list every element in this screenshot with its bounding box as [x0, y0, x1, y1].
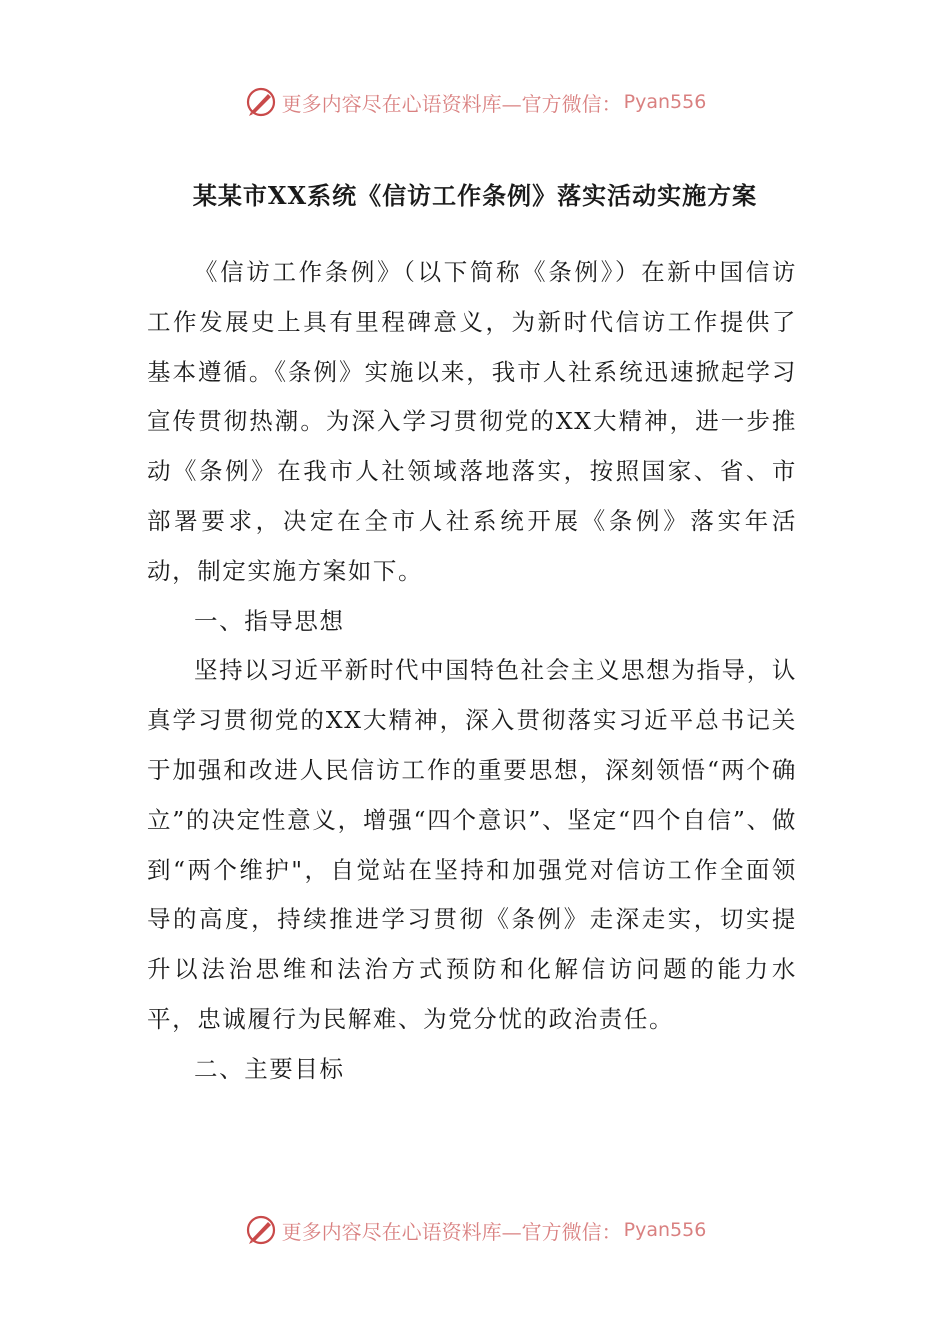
document-body: [147, 248, 797, 1095]
section-heading-main-goals: 二、主要目标: [194, 1054, 345, 1083]
watermark-wechat-id: Pyan556: [623, 91, 707, 113]
watermark-wechat-id: Pyan556: [623, 1219, 707, 1241]
watermark-footer: [0, 1210, 950, 1250]
paragraph-guiding-ideology: 坚持以习近平新时代中国特色社会主义思想为指导，认真学习贯彻党的XX大精神，深入贯彻落实习近平总书记关于加强和改进人民信访工作的重要思想，深刻领悟“两个确立”的决定性意义，增强“四个意识”、坚定“四个自信”、做到“两个维护"，自觉站在坚持和加强党对信访工作全面领导的高度，持续推进学习贯彻《条例》走深走实，切实提升以法治思维和法治方式预防和化解信访问题的能力水平，忠诚履行为民解难、为党分忧的政治责任。: [147, 656, 797, 1033]
paragraph-intro: 《信访工作条例》（以下简称《条例》）在新中国信访工作发展史上具有里程碑意义，为新时代信访工作提供了基本遵循。《条例》实施以来，我市人社系统迅速掀起学习宣传贯彻热潮。为深入学习贯彻党的XX大精神，进一步推动《条例》在我市人社领域落地落实，按照国家、省、市部署要求，决定在全市人社系统开展《条例》落实年活动，制定实施方案如下。: [147, 258, 797, 585]
pen-logo-icon: [244, 1213, 278, 1247]
document-title: 某某市XX系统《信访工作条例》落实活动实施方案: [192, 181, 758, 210]
pen-logo-icon: [244, 85, 278, 119]
watermark-text: 更多内容尽在心语资料库—官方微信：: [281, 91, 622, 116]
section-heading-guiding-ideology: 一、指导思想: [194, 606, 345, 635]
watermark-text: 更多内容尽在心语资料库—官方微信：: [281, 1219, 622, 1244]
watermark-header: [0, 82, 950, 122]
